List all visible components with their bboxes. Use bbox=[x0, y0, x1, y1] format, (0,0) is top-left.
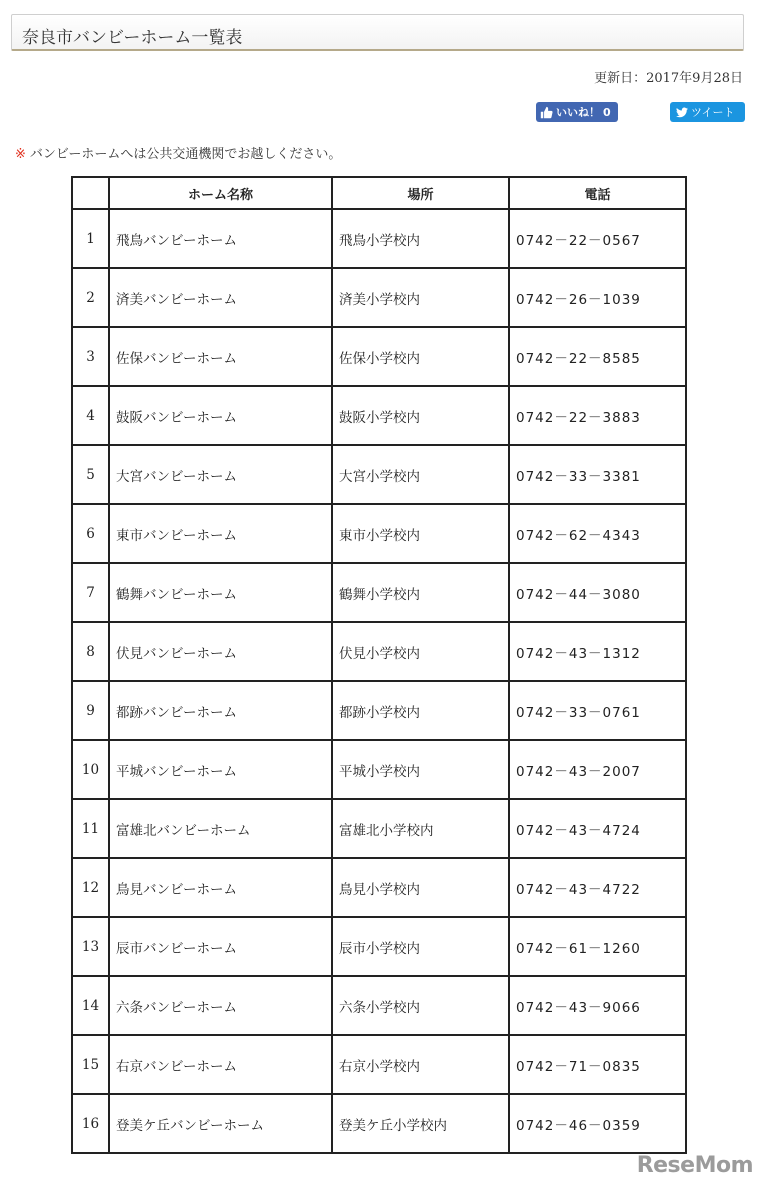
page-title: 奈良市バンビーホーム一覧表 bbox=[22, 28, 243, 48]
phone-number: 0742－33－0761 bbox=[509, 681, 686, 740]
home-name: 佐保バンビーホーム bbox=[109, 327, 332, 386]
home-name: 登美ケ丘バンビーホーム bbox=[109, 1094, 332, 1153]
table-row bbox=[72, 327, 686, 386]
home-name: 平城バンビーホーム bbox=[109, 740, 332, 799]
table-body bbox=[72, 209, 686, 1153]
row-number: 16 bbox=[72, 1094, 109, 1153]
home-name: 東市バンビーホーム bbox=[109, 504, 332, 563]
home-name: 辰市バンビーホーム bbox=[109, 917, 332, 976]
location: 都跡小学校内 bbox=[332, 681, 509, 740]
like-count: 0 bbox=[603, 105, 611, 119]
row-number: 13 bbox=[72, 917, 109, 976]
notice-text: バンビーホームへは公共交通機関でお越しください。 bbox=[29, 147, 342, 162]
facebook-like-button[interactable] bbox=[536, 102, 618, 122]
phone-number: 0742－71－0835 bbox=[509, 1035, 686, 1094]
home-name: 伏見バンビーホーム bbox=[109, 622, 332, 681]
row-number: 2 bbox=[72, 268, 109, 327]
phone-number: 0742－43－2007 bbox=[509, 740, 686, 799]
location: 鼓阪小学校内 bbox=[332, 386, 509, 445]
phone-number: 0742－44－3080 bbox=[509, 563, 686, 622]
column-header-number bbox=[72, 177, 109, 209]
phone-number: 0742－43－4724 bbox=[509, 799, 686, 858]
phone-number: 0742－43－1312 bbox=[509, 622, 686, 681]
location: 大宮小学校内 bbox=[332, 445, 509, 504]
table-row bbox=[72, 681, 686, 740]
location: 飛鳥小学校内 bbox=[332, 209, 509, 268]
phone-number: 0742－22－8585 bbox=[509, 327, 686, 386]
table-row bbox=[72, 445, 686, 504]
location: 六条小学校内 bbox=[332, 976, 509, 1035]
home-name: 済美バンビーホーム bbox=[109, 268, 332, 327]
phone-number: 0742－43－9066 bbox=[509, 976, 686, 1035]
table-row bbox=[72, 799, 686, 858]
notice bbox=[15, 143, 341, 162]
phone-number: 0742－46－0359 bbox=[509, 1094, 686, 1153]
row-number: 10 bbox=[72, 740, 109, 799]
home-name: 六条バンビーホーム bbox=[109, 976, 332, 1035]
row-number: 11 bbox=[72, 799, 109, 858]
phone-number: 0742－22－0567 bbox=[509, 209, 686, 268]
column-header-home-name: ホーム名称 bbox=[109, 177, 332, 209]
phone-number: 0742－61－1260 bbox=[509, 917, 686, 976]
row-number: 12 bbox=[72, 858, 109, 917]
table-row bbox=[72, 858, 686, 917]
location: 済美小学校内 bbox=[332, 268, 509, 327]
table-row bbox=[72, 209, 686, 268]
home-name: 富雄北バンビーホーム bbox=[109, 799, 332, 858]
table-row bbox=[72, 622, 686, 681]
table-row bbox=[72, 740, 686, 799]
column-header-location: 場所 bbox=[332, 177, 509, 209]
table-row bbox=[72, 504, 686, 563]
phone-number: 0742－62－4343 bbox=[509, 504, 686, 563]
location: 辰市小学校内 bbox=[332, 917, 509, 976]
home-name: 鳥見バンビーホーム bbox=[109, 858, 332, 917]
bambi-home-table bbox=[71, 176, 687, 1154]
row-number: 14 bbox=[72, 976, 109, 1035]
phone-number: 0742－43－4722 bbox=[509, 858, 686, 917]
table-row bbox=[72, 976, 686, 1035]
location: 東市小学校内 bbox=[332, 504, 509, 563]
tweet-button[interactable] bbox=[670, 102, 745, 122]
home-name: 都跡バンビーホーム bbox=[109, 681, 332, 740]
resemom-watermark: ReseMom bbox=[636, 1153, 753, 1178]
home-name: 鼓阪バンビーホーム bbox=[109, 386, 332, 445]
table-row bbox=[72, 268, 686, 327]
location: 平城小学校内 bbox=[332, 740, 509, 799]
location: 鶴舞小学校内 bbox=[332, 563, 509, 622]
phone-number: 0742－26－1039 bbox=[509, 268, 686, 327]
table-row bbox=[72, 1094, 686, 1153]
like-label: いいね！ bbox=[556, 106, 600, 119]
row-number: 6 bbox=[72, 504, 109, 563]
phone-number: 0742－22－3883 bbox=[509, 386, 686, 445]
row-number: 4 bbox=[72, 386, 109, 445]
twitter-bird-icon bbox=[676, 107, 688, 118]
row-number: 1 bbox=[72, 209, 109, 268]
location: 登美ケ丘小学校内 bbox=[332, 1094, 509, 1153]
location: 伏見小学校内 bbox=[332, 622, 509, 681]
location: 右京小学校内 bbox=[332, 1035, 509, 1094]
row-number: 15 bbox=[72, 1035, 109, 1094]
updated-date: 更新日：2017年9月28日 bbox=[594, 71, 743, 86]
row-number: 7 bbox=[72, 563, 109, 622]
home-name: 右京バンビーホーム bbox=[109, 1035, 332, 1094]
location: 鳥見小学校内 bbox=[332, 858, 509, 917]
table-row bbox=[72, 917, 686, 976]
home-name: 飛鳥バンビーホーム bbox=[109, 209, 332, 268]
table-row bbox=[72, 563, 686, 622]
tweet-label: ツイート bbox=[691, 106, 735, 119]
phone-number: 0742－33－3381 bbox=[509, 445, 686, 504]
thumbs-up-icon bbox=[540, 106, 553, 119]
table-row bbox=[72, 386, 686, 445]
page-title-box bbox=[11, 14, 744, 51]
row-number: 9 bbox=[72, 681, 109, 740]
home-name: 大宮バンビーホーム bbox=[109, 445, 332, 504]
column-header-phone: 電話 bbox=[509, 177, 686, 209]
notice-mark: ※ bbox=[15, 147, 26, 162]
table-row bbox=[72, 1035, 686, 1094]
row-number: 8 bbox=[72, 622, 109, 681]
table-header-row bbox=[72, 177, 686, 209]
row-number: 5 bbox=[72, 445, 109, 504]
home-name: 鶴舞バンビーホーム bbox=[109, 563, 332, 622]
location: 富雄北小学校内 bbox=[332, 799, 509, 858]
row-number: 3 bbox=[72, 327, 109, 386]
location: 佐保小学校内 bbox=[332, 327, 509, 386]
